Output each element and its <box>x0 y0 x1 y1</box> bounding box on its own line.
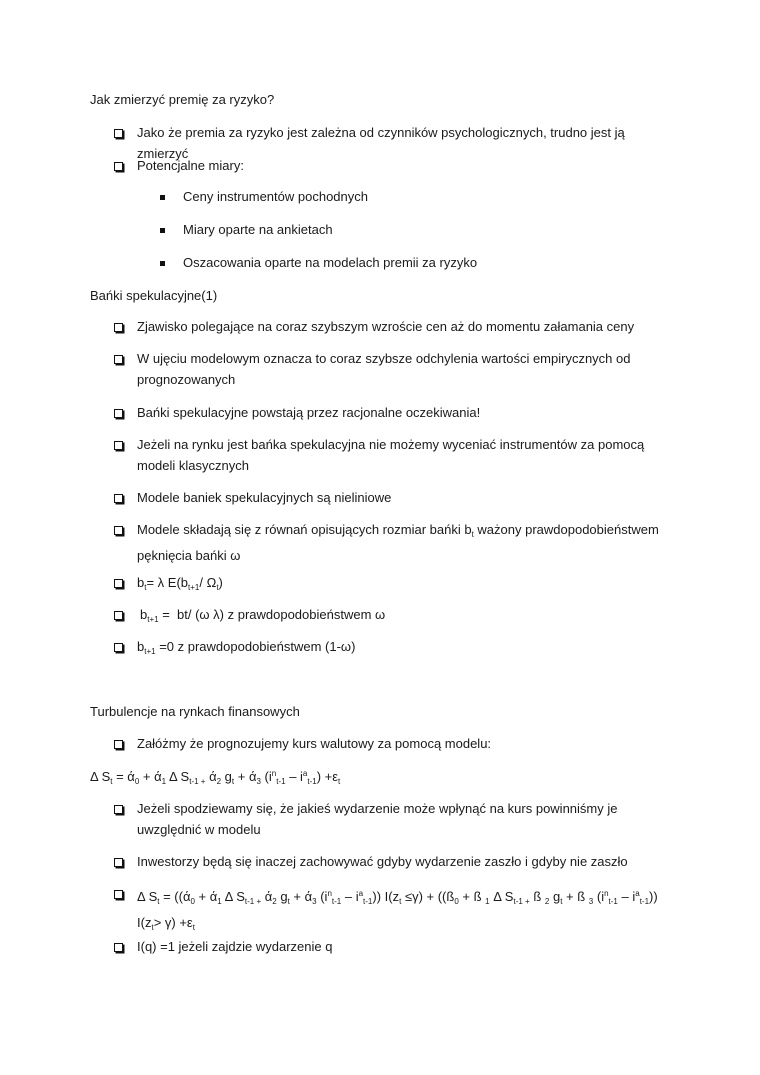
checkbox-bullet-icon <box>114 526 123 535</box>
equation-bubble-expectation: $b_t= \lambda$ $E(b_{t+1}/$ $\Omega_t$) <box>137 575 223 592</box>
checkbox-bullet-icon <box>114 643 123 652</box>
checkbox-bullet-icon <box>114 943 123 952</box>
equation-bubble-burst: $b_{t+1} =0$ z prawdopodobieństwem (1-ω) <box>137 639 356 656</box>
checkbox-bullet-icon <box>114 323 123 332</box>
checkbox-bullet-icon <box>114 890 123 899</box>
exchange-rate-model-formula: Δ $S_t = ά_0 + ά_1$ Δ $S_{t-1 +}$ $ά_2$ $g_t + ά_3$ $(i^n_{t-1} - i^a_{t-1}) +\varepsilon_t$ <box>90 769 341 786</box>
section-heading-bubbles: Bańki spekulacyjne(1) <box>90 288 218 303</box>
checkbox-bullet-icon <box>114 805 123 814</box>
checkbox-bullet-icon <box>114 494 123 503</box>
checkbox-bullet-icon <box>114 355 123 364</box>
checkbox-bullet-icon <box>114 129 123 138</box>
equation-bubble-survive: $b_{t+1} = bt/$ (ω λ) z prawdopodobieństwem ω <box>140 607 386 624</box>
section-heading-turbulence: Turbulencje na rynkach finansowych <box>90 704 300 719</box>
square-bullet-icon <box>160 195 165 200</box>
square-bullet-icon <box>160 228 165 233</box>
section-heading-risk-premium: Jak zmierzyć premię za ryzyko? <box>90 92 275 107</box>
threshold-model-formula: Δ $S_t = ((ά_0 + ά_1$ Δ $S_{t-1 +}$ $ά_2$ $g_t + ά_3$ $(i^n_{t-1} - i^a_{t-1})$) $I(z_t \le\gamma)$ + (($ß_0$ + ß $_1$ Δ $S_{t-1 +}$ ß $_2$ $g_t$ + ß $_3$ $(i^n_{t-1} - i^a_{t-1})$) $I(z_t> \gamma) +\varepsilon_t$ <box>137 889 658 932</box>
checkbox-bullet-icon <box>114 409 123 418</box>
checkbox-bullet-icon <box>114 162 123 171</box>
checkbox-bullet-icon <box>114 579 123 588</box>
square-bullet-icon <box>160 261 165 266</box>
document-page: Jak zmierzyć premię za ryzyko? Jako że premia za ryzyko jest zależna od czynników psychologicznych, trudno jest ją zmierzyć Potencjalne miary: Ceny instrumentów pochodnych Miary oparte na ankietach Oszacowania oparte na modelach premii za ryzyko Bańki spekulacyjne(1) Zjawisko polegające na coraz szybszym wzroście cen aż do momentu załamania ceny W ujęciu modelowym oznacza to coraz szybsze odchylenia wartości empirycznych od prognozowanych Bańki spekulacyjne powstają przez racjonalne oczekiwania! Jeżeli na rynku jest bańka spekulacyjna nie możemy wyceniać instrumentów za pomocą modeli klasycznych Modele baniek spekulacyjnych są nieliniowe Modele składają się z równań opisujących rozmiar bańki $b_t$ ważony prawdopodobieństwem pęknięcia bańki ω $b_t= \lambda$ $E(b_{t+1}/$ $\Omega_t$) $b_{t+1} = bt/$ (ω λ) z prawdopodobieństwem ω $b_{t+1} =0$ z prawdopodobieństwem (1-ω) Turbulencje na rynkach finansowych Załóżmy że prognozujemy kurs walutowy za pomocą modelu: Δ $S_t = ά_0 + ά_1$ Δ $S_{t-1 +}$ $ά_2$ $g_t + ά_3$ $(i^n_{t-1} - i^a_{t-1}) +\varepsilon_t$ Jeżeli spodziewamy się, że jakieś wydarzenie może wpłynąć na kurs powinniśmy je uwzględnić w modelu Inwestorzy będą się inaczej zachowywać gdyby wydarzenie zaszło i gdyby nie zaszło Δ $S_t = ((ά_0 + ά_1$ Δ $S_{t-1 +}$ $ά_2$ $g_t + ά_3$ $(i^n_{t-1} - i^a_{t-1})$) $I(z_t \le\gamma)$ + (($ß_0$ + ß $_1$ Δ $S_{t-1 +}$ ß $_2$ $g_t$ + ß $_3$ $(i^n_{t-1} - i^a_{t-1})$) $I(z_t> \gamma) +\varepsilon_t$ I(q) =1 jeżeli zajdzie wydarzenie q <box>0 0 760 1075</box>
checkbox-bullet-icon <box>114 441 123 450</box>
model-bubble-text: Modele składają się z równań opisujących rozmiar bańki $b_t$ ważony prawdopodobieństwem pęknięcia bańki ω <box>137 522 659 563</box>
checkbox-bullet-icon <box>114 611 123 620</box>
checkbox-bullet-icon <box>114 740 123 749</box>
checkbox-bullet-icon <box>114 858 123 867</box>
